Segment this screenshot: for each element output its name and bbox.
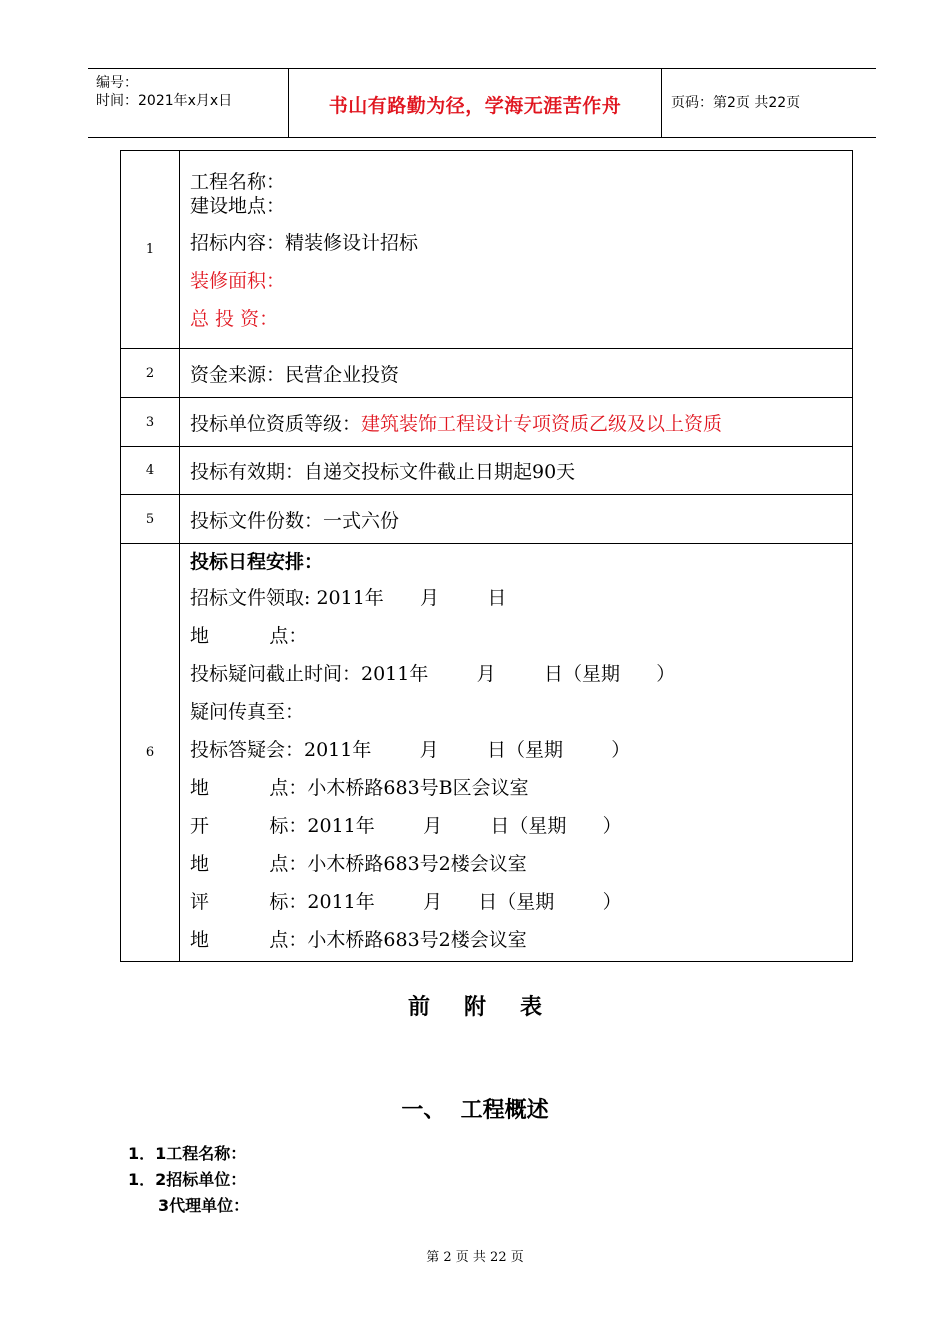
schedule-line: 招标文件领取: 2011年 月 日 — [190, 586, 507, 609]
row-number: 1 — [121, 151, 180, 349]
table-row — [121, 151, 853, 349]
row-number: 4 — [121, 447, 180, 495]
section-one-title: 一、 工程概述 — [401, 1097, 549, 1123]
table-row — [121, 398, 853, 447]
schedule-line: 地 点： — [190, 624, 308, 647]
schedule-line: 开 标：2011年 月 日（星期 ） — [190, 814, 622, 837]
doc-number-label: 编号： — [96, 75, 138, 91]
schedule-line: 投标答疑会：2011年 月 日（星期 ） — [190, 738, 631, 761]
overview-item-project-name: 1．1工程名称： — [128, 1144, 247, 1163]
schedule-line: 评 标：2011年 月 日（星期 ） — [190, 890, 622, 913]
overview-item-bidder: 1．2招标单位： — [128, 1170, 247, 1189]
validity-line: 投标有效期：自递交投标文件截止日期起90天 — [180, 447, 853, 495]
qualification-line — [180, 398, 853, 447]
page-footer: 第 2 页 共 22 页 — [426, 1250, 524, 1265]
header-meta — [88, 69, 288, 137]
row-number: 6 — [121, 544, 180, 962]
copies-line: 投标文件份数：一式六份 — [180, 495, 853, 544]
bid-content-line: 招标内容：精装修设计招标 — [190, 231, 419, 254]
site-line: 建设地点： — [190, 194, 286, 217]
doc-time-label: 时间：2021年x月x日 — [96, 93, 233, 109]
schedule-line: 地 点：小木桥路683号2楼会议室 — [190, 928, 527, 951]
row-number: 2 — [121, 349, 180, 398]
schedule-line: 投标疑问截止时间：2011年 月 日（星期 ） — [190, 662, 676, 685]
overview-item-agent: 3代理单位： — [158, 1196, 250, 1215]
info-table — [120, 150, 853, 962]
qualification-value: 建筑装饰工程设计专项资质乙级及以上资质 — [361, 412, 723, 435]
project-name-line: 工程名称： — [190, 170, 286, 193]
row-number: 5 — [121, 495, 180, 544]
investment-line: 总 投 资： — [190, 307, 279, 330]
area-line: 装修面积： — [190, 269, 286, 292]
appendix-title: 前附表 — [407, 994, 576, 1020]
header-page-cell — [661, 69, 876, 137]
schedule-line: 地 点：小木桥路683号2楼会议室 — [190, 852, 527, 875]
schedule-cell — [180, 544, 853, 962]
table-row — [121, 495, 853, 544]
row-number: 3 — [121, 398, 180, 447]
row-content — [180, 151, 853, 349]
qualification-label: 投标单位资质等级： — [190, 412, 362, 435]
table-row — [121, 349, 853, 398]
funding-line: 资金来源：民营企业投资 — [180, 349, 853, 398]
table-row — [121, 447, 853, 495]
header-motto: 书山有路勤为径，学海无涯苦作舟 — [328, 95, 622, 117]
header-motto-cell — [288, 69, 662, 137]
header-page-label: 页码：第2页 共22页 — [671, 95, 801, 111]
schedule-line: 地 点：小木桥路683号B区会议室 — [190, 776, 529, 799]
schedule-heading: 投标日程安排： — [190, 550, 324, 573]
schedule-line: 疑问传真至： — [190, 700, 305, 723]
table-row — [121, 544, 853, 962]
page-header — [88, 68, 876, 138]
